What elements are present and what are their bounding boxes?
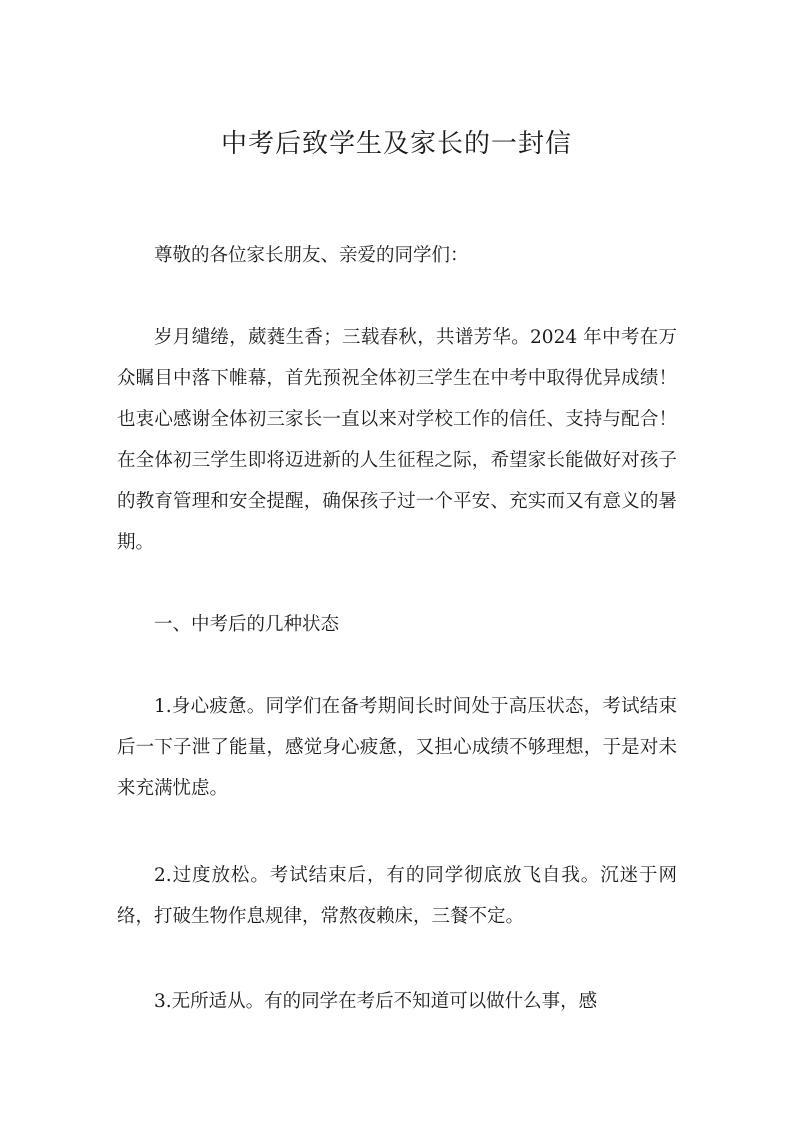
page-title: 中考后致学生及家长的一封信 [220, 129, 572, 159]
section-heading: 一、中考后的几种状态 [154, 614, 340, 635]
list-item: 1.身心疲惫。同学们在备考期间长时间处于高压状态，考试结束后一下子泄了能量，感觉身心疲惫，又担心成绩不够理想，于是对未来充满忧虑。 [117, 696, 677, 799]
list-item: 2.过度放松。考试结束后，有的同学彻底放飞自我。沉迷于网络，打破生物作息规律，常熬夜赖床，三餐不定。 [117, 865, 677, 927]
greeting: 尊敬的各位家长朋友、亲爱的同学们： [154, 245, 469, 266]
intro-paragraph: 岁月缱绻，葳蕤生香；三载春秋，共谱芳华。2024 年中考在万众瞩目中落下帷幕，首先预祝全体初三学生在中考中取得优异成绩！也衷心感谢全体初三家长一直以来对学校工作的信任、支持与配合！在全体初三学生即将迈进新的人生征程之际，希望家长能做好对孩子的教育管理和安全提醒，确保孩子过一个平安、充实而又有意义的暑期。 [117, 327, 677, 553]
list-item: 3.无所适从。有的同学在考后不知道可以做什么事，感 [154, 991, 598, 1012]
